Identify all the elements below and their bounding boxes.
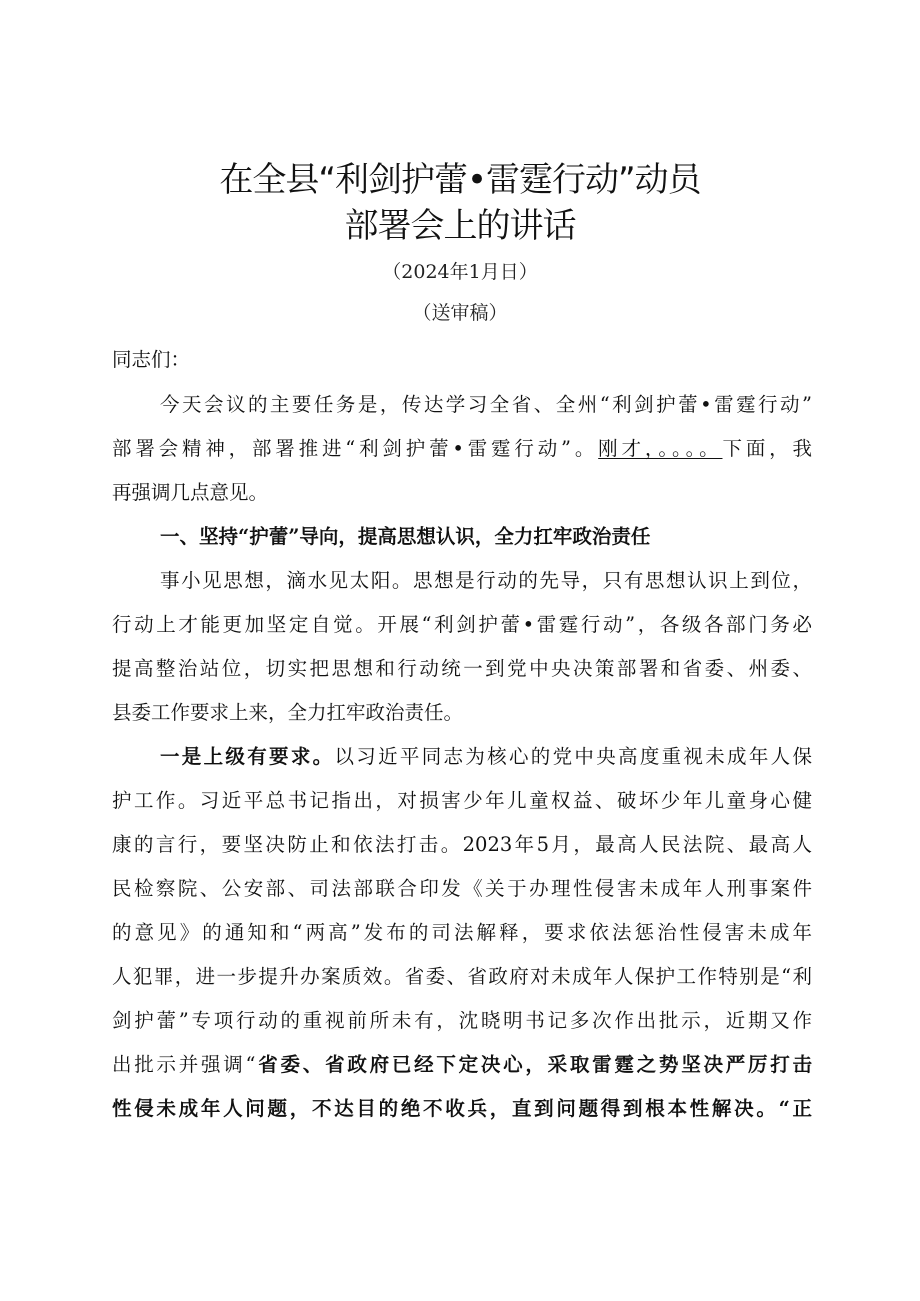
para3-line7: 剑护蕾”专项行动的重视前所未有，沈晓明书记多次作出批示，近期又作	[112, 1009, 812, 1032]
para3-line8-text: 出批示并强调“	[112, 1053, 256, 1076]
para1-line2	[112, 436, 812, 462]
document-date: （2024年1月日）	[382, 261, 538, 283]
para2-line4: 县委工作要求上来，全力扛牢政治责任。	[112, 701, 464, 724]
para3-line3: 康的言行，要坚决防止和依法打击。2023年5月，最高人民法院、最高人	[112, 833, 812, 856]
para3-line8	[112, 1052, 812, 1078]
salutation: 同志们：	[112, 348, 191, 371]
para1-underlined-placeholder: 刚才，。。。。	[598, 437, 723, 460]
para3-line6: 人犯罪，进一步提升办案质效。省委、省政府对未成年人保护工作特别是“利	[112, 965, 812, 988]
para1-line3: 再强调几点意见。	[112, 481, 269, 504]
para3-line9	[112, 1096, 812, 1122]
para3-line1	[160, 744, 812, 770]
para3-line2: 护工作。习近平总书记指出，对损害少年儿童权益、破坏少年儿童身心健	[112, 789, 812, 812]
para3-line9-tail: “正	[778, 1097, 812, 1120]
para2-line3: 提高整治站位，切实把思想和行动统一到党中央决策部署和省委、州委、	[112, 657, 812, 680]
para3-line5: 的意见》的通知和“两高”发布的司法解释，要求依法惩治性侵害未成年	[112, 921, 812, 944]
para3-lead-phrase: 一是上级有要求。	[160, 745, 335, 768]
para2-line1: 事小见思想，滴水见太阳。思想是行动的先导，只有思想认识上到位，	[160, 569, 812, 592]
para1-line1: 今天会议的主要任务是，传达学习全省、全州“利剑护蕾•雷霆行动”	[160, 393, 812, 416]
para3-quote-bold-2: 性侵未成年人问题，不达目的绝不收兵，直到问题得到根本性解决。	[112, 1097, 779, 1120]
para3-quote-bold-1: 省委、省政府已经下定决心，采取雷霆之势坚决严厉打击	[255, 1053, 812, 1076]
para3-line4: 民检察院、公安部、司法部联合印发《关于办理性侵害未成年人刑事案件	[112, 877, 812, 900]
para2-line2: 行动上才能更加坚定自觉。开展“利剑护蕾•雷霆行动”，各级各部门务必	[112, 613, 812, 636]
draft-label: （送审稿）	[412, 302, 508, 324]
para1-line2-text-a: 部署会精神，部署推进“利剑护蕾•雷霆行动”。	[112, 437, 599, 460]
para1-line2-text-b: 下面，我	[722, 437, 812, 460]
para3-line1-rest: 以习近平同志为核心的党中央高度重视未成年人保	[334, 745, 812, 768]
document-title-line1: 在全县“利剑护蕾•雷霆行动”动员	[219, 160, 701, 200]
document-title-line2: 部署会上的讲话	[344, 206, 576, 246]
section-heading-1: 一、坚持“护蕾”导向，提高思想认识，全力扛牢政治责任	[160, 525, 651, 548]
